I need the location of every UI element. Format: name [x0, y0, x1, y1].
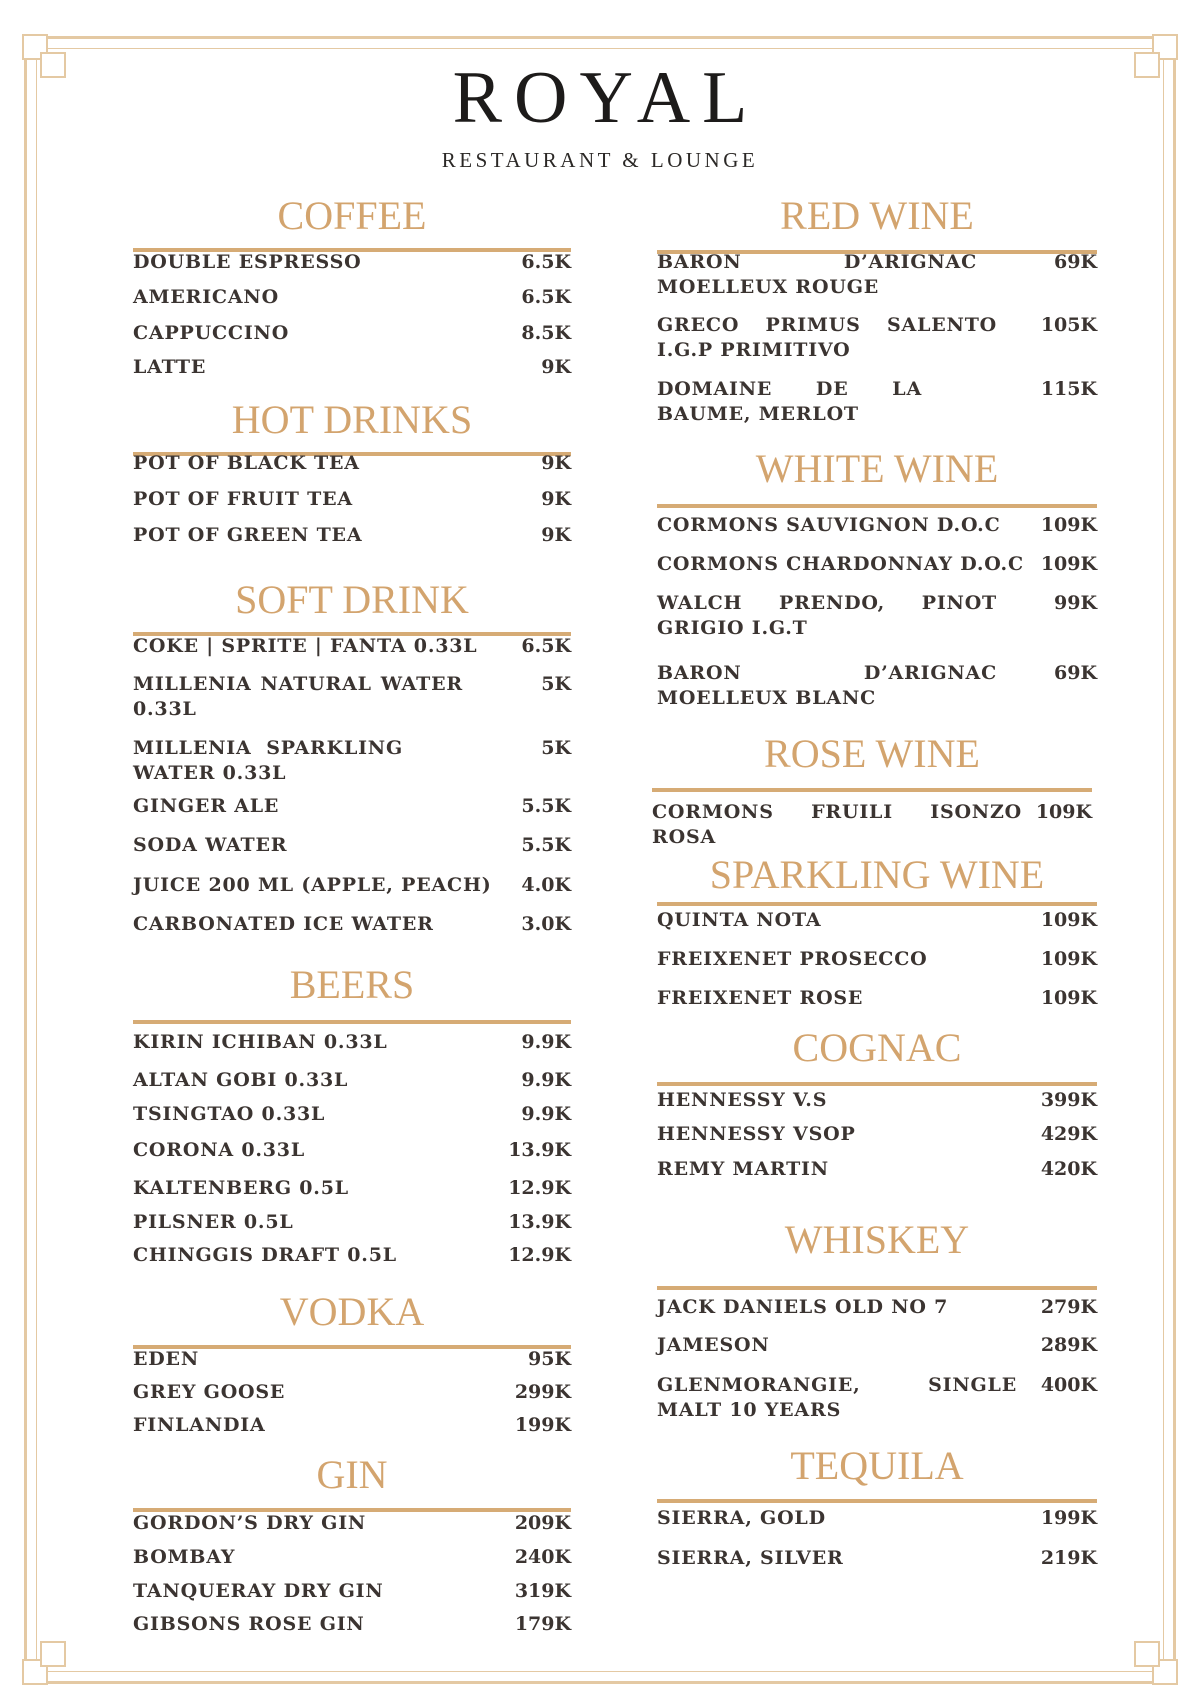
menu-item-price: 109K	[1040, 948, 1097, 970]
menu-item-name: POT OF GREEN TEA	[133, 524, 363, 546]
section-title: RED WINE	[780, 193, 974, 238]
section-rose-wine	[652, 731, 1092, 848]
section-whiskey	[657, 1217, 1097, 1421]
section-hot-drinks	[133, 397, 571, 546]
menu-item-name: SODA WATER	[133, 834, 288, 856]
menu-item-price: 219K	[1040, 1547, 1097, 1569]
menu-item-price: 5.5K	[521, 834, 571, 856]
menu-item-price: 179K	[514, 1613, 571, 1635]
section-divider	[657, 1082, 1097, 1086]
menu-item-name: BOMBAY	[133, 1546, 236, 1568]
corner-ornament-bottom-left	[22, 1633, 74, 1685]
menu-item-name: QUINTA NOTA	[657, 909, 822, 931]
section-title: SOFT DRINK	[235, 577, 469, 622]
section-red-wine	[657, 193, 1097, 425]
menu-item-price: 109K	[1040, 553, 1097, 575]
section-divider	[133, 1020, 571, 1024]
menu-item-price: 109K	[1040, 514, 1097, 536]
section-title: COFFEE	[277, 193, 427, 238]
menu-item-name: EDEN	[133, 1348, 200, 1370]
menu-item-name: HENNESSY VSOP	[657, 1123, 856, 1145]
menu-item-price: 6.5K	[521, 251, 571, 273]
menu-item-name: KIRIN ICHIBAN 0.33L	[133, 1031, 388, 1053]
section-title: ROSE WINE	[764, 731, 980, 776]
menu-item-price: 12.9K	[508, 1177, 571, 1199]
section-title: TEQUILA	[790, 1443, 964, 1488]
menu-item-name: WALCH PRENDO, PINOT GRIGIO I.G.T	[657, 592, 997, 639]
menu-item-name: DOMAINE DE LA BAUME, MERLOT	[657, 378, 922, 425]
section-title: HOT DRINKS	[231, 397, 473, 442]
menu-item-price: 115K	[1040, 378, 1097, 400]
section-tequila	[657, 1443, 1097, 1569]
menu-item-price: 5K	[541, 673, 571, 695]
menu-item-name: GORDON’S DRY GIN	[133, 1512, 367, 1534]
menu-item-name: CHINGGIS DRAFT 0.5L	[133, 1244, 397, 1266]
menu-item-name: GRECO PRIMUS SALENTO I.G.P PRIMITIVO	[657, 314, 997, 361]
menu-item-price: 4.0K	[521, 874, 571, 896]
menu-item-price: 9K	[541, 488, 571, 510]
menu-item-name: REMY MARTIN	[657, 1158, 829, 1180]
section-cognac	[657, 1025, 1097, 1180]
menu-item-name: KALTENBERG 0.5L	[133, 1177, 349, 1199]
menu-item-name: POT OF FRUIT TEA	[133, 488, 353, 510]
section-beers	[133, 962, 571, 1266]
menu-item-price: 5.5K	[521, 795, 571, 817]
menu-item-name: FINLANDIA	[133, 1414, 266, 1436]
menu-item-price: 9K	[541, 356, 571, 378]
menu-item-name: JAMESON	[657, 1334, 770, 1356]
corner-ornament-bottom-right	[1126, 1633, 1178, 1685]
menu-item-price: 279K	[1040, 1296, 1097, 1318]
menu-item-price: 109K	[1040, 987, 1097, 1009]
menu-item-price: 199K	[514, 1414, 571, 1436]
menu-item-name: HENNESSY V.S	[657, 1089, 828, 1111]
menu-item-name: CORMONS CHARDONNAY D.O.C	[657, 553, 1024, 575]
section-title: BEERS	[289, 962, 415, 1007]
brand-header	[0, 58, 1200, 173]
menu-item-name: CORMONS FRUILI ISONZO ROSA	[652, 801, 1022, 848]
menu-item-name: FREIXENET PROSECCO	[657, 948, 928, 970]
brand-subtitle: RESTAURANT & LOUNGE	[441, 148, 759, 172]
menu-item-name: SIERRA, GOLD	[657, 1507, 826, 1529]
section-white-wine	[657, 446, 1097, 709]
menu-item-name: JUICE 200 ML (APPLE, PEACH)	[133, 874, 492, 896]
section-title: VODKA	[279, 1289, 425, 1334]
menu-item-price: 9.9K	[521, 1103, 571, 1125]
menu-item-price: 13.9K	[508, 1211, 571, 1233]
section-divider	[657, 1286, 1097, 1290]
menu-item-price: 9K	[541, 524, 571, 546]
menu-item-name: POT OF BLACK TEA	[133, 452, 360, 474]
section-divider	[657, 504, 1097, 508]
menu-item-name: SIERRA, SILVER	[657, 1547, 844, 1569]
menu-item-price: 6.5K	[521, 286, 571, 308]
menu-item-price: 8.5K	[521, 322, 571, 344]
menu-item-price: 9K	[541, 452, 571, 474]
section-vodka	[133, 1289, 571, 1436]
section-title: COGNAC	[792, 1025, 962, 1070]
menu-item-price: 12.9K	[508, 1244, 571, 1266]
menu-item-name: GREY GOOSE	[133, 1381, 286, 1403]
section-title: SPARKLING WINE	[709, 852, 1045, 897]
section-title: WHITE WINE	[755, 446, 999, 491]
menu-item-price: 400K	[1040, 1374, 1097, 1396]
menu-item-price: 9.9K	[521, 1069, 571, 1091]
brand-name: ROYAL	[452, 57, 760, 139]
menu-item-price: 240K	[514, 1546, 571, 1568]
section-divider	[657, 1499, 1097, 1503]
menu-item-name: GINGER ALE	[133, 795, 280, 817]
section-soft-drink	[133, 577, 571, 935]
menu-item-name: CORONA 0.33L	[133, 1139, 305, 1161]
menu-item-price: 399K	[1040, 1089, 1097, 1111]
section-gin	[133, 1452, 571, 1635]
menu-item-name: TSINGTAO 0.33L	[133, 1103, 326, 1125]
menu-item-name: CARBONATED ICE WATER	[133, 913, 434, 935]
menu-item-price: 95K	[528, 1348, 571, 1370]
menu-item-name: COKE | SPRITE | FANTA 0.33L	[133, 635, 478, 657]
menu-item-price: 3.0K	[521, 913, 571, 935]
menu-item-name: GIBSONS ROSE GIN	[133, 1613, 365, 1635]
section-divider	[657, 902, 1097, 906]
menu-item-price: 420K	[1040, 1158, 1097, 1180]
menu-item-price: 109K	[1035, 801, 1092, 823]
menu-item-price: 99K	[1054, 592, 1097, 614]
menu-item-price: 5K	[541, 737, 571, 759]
menu-item-name: DOUBLE ESPRESSO	[133, 251, 362, 273]
menu-item-name: ALTAN GOBI 0.33L	[133, 1069, 349, 1091]
menu-item-name: JACK DANIELS OLD NO 7	[657, 1296, 949, 1318]
menu-item-price: 209K	[514, 1512, 571, 1534]
menu-item-price: 9.9K	[521, 1031, 571, 1053]
menu-item-price: 109K	[1040, 909, 1097, 931]
menu-item-name: GLENMORANGIE, SINGLE MALT 10 YEARS	[657, 1374, 1017, 1421]
menu-item-price: 6.5K	[521, 635, 571, 657]
menu-item-price: 69K	[1054, 251, 1097, 273]
section-sparkling-wine	[657, 852, 1097, 1009]
menu-item-price: 199K	[1040, 1507, 1097, 1529]
menu-item-name: MILLENIA NATURAL WATER 0.33L	[133, 673, 463, 720]
menu-item-name: BARON D’ARIGNAC MOELLEUX BLANC	[657, 662, 997, 709]
menu-item-price: 105K	[1040, 314, 1097, 336]
menu-item-price: 429K	[1040, 1123, 1097, 1145]
section-title: WHISKEY	[784, 1217, 970, 1262]
menu-item-name: TANQUERAY DRY GIN	[133, 1580, 384, 1602]
menu-item-name: PILSNER 0.5L	[133, 1211, 294, 1233]
menu-item-name: LATTE	[133, 356, 207, 378]
section-title: GIN	[316, 1452, 388, 1497]
menu-item-price: 69K	[1054, 662, 1097, 684]
menu-item-name: FREIXENET ROSE	[657, 987, 864, 1009]
menu-item-name: MILLENIA SPARKLING WATER 0.33L	[133, 737, 403, 784]
section-coffee	[133, 193, 571, 378]
menu-item-price: 299K	[514, 1381, 571, 1403]
menu-item-price: 13.9K	[508, 1139, 571, 1161]
menu-item-price: 289K	[1040, 1334, 1097, 1356]
menu-item-name: CAPPUCCINO	[133, 322, 290, 344]
menu-item-name: BARON D’ARIGNAC MOELLEUX ROUGE	[657, 251, 977, 298]
menu-item-price: 319K	[514, 1580, 571, 1602]
section-divider	[652, 788, 1092, 792]
menu-item-name: CORMONS SAUVIGNON D.O.C	[657, 514, 1001, 536]
menu-item-name: AMERICANO	[133, 286, 279, 308]
